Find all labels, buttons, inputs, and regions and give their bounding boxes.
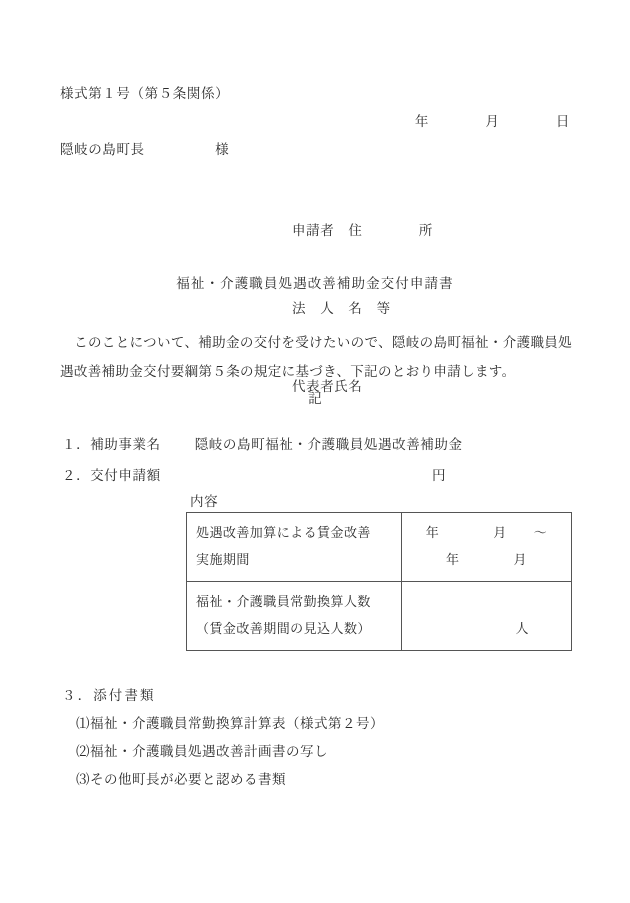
attachment-item-1: ⑴福祉・介護職員常勤換算計算表（様式第２号） [76, 716, 384, 732]
item-2-application-amount [62, 464, 161, 484]
applicant-representative-name-line: 代表者氏名 [292, 379, 363, 395]
item-1-subsidy-project-name [62, 433, 463, 453]
table-row [187, 582, 572, 651]
body-paragraph-text: このことについて、補助金の交付を受けたいので、隠岐の島町福祉・介護職員処遇改善補助金交付要綱第５条の規定に基づき、下記のとおり申請します。 [60, 335, 572, 380]
item-1-value: 隠岐の島町福祉・介護職員処遇改善補助金 [194, 437, 463, 453]
attachment-item-3: ⑶その他町長が必要と認める書類 [76, 772, 286, 788]
table-row-1-label [187, 582, 402, 651]
applicant-corporate-name-line: 法 人 名 等 [292, 301, 391, 317]
attachment-list [76, 710, 384, 794]
document-title: 福祉・介護職員処遇改善補助金交付申請書 [176, 276, 454, 292]
addressee-line: 隠岐の島町長 様 [60, 142, 230, 158]
item-2-label: ２．交付申請額 [62, 468, 161, 484]
table-caption: 内容 [190, 494, 219, 510]
table-row-1-label-line2: （賃金改善期間の見込人数） [196, 622, 371, 637]
form-number: 様式第１号（第５条関係） [60, 86, 230, 102]
table-row-0-value-line2: 年 月 [445, 553, 527, 568]
table-row-0-value[interactable] [402, 513, 572, 582]
table-row-1-value-line2: 人 [515, 622, 529, 637]
item-3-attachments-label: ３．添付書類 [62, 688, 156, 704]
table-row-1-label-line1: 福祉・介護職員常勤換算人数 [196, 595, 371, 610]
table-row-0-label-line2: 実施期間 [196, 553, 250, 568]
table-row-0-label-line1: 処遇改善加算による賃金改善 [196, 526, 371, 541]
attachment-item-2: ⑵福祉・介護職員処遇改善計画書の写し [76, 744, 328, 760]
ki-marker: 記 [308, 391, 322, 407]
applicant-address-line: 申請者 住 所 [292, 223, 433, 239]
table-row-1-value-line1 [402, 589, 529, 616]
table-row-1-value[interactable] [402, 582, 572, 651]
item-1-label: １．補助事業名 [62, 437, 161, 453]
table-row [187, 513, 572, 582]
body-paragraph [60, 329, 572, 387]
content-table [186, 512, 572, 651]
applicant-block [292, 166, 433, 452]
table-row-0-value-line1: 年 月 ～ [425, 526, 548, 541]
yen-unit-label: 円 [432, 468, 446, 484]
date-line: 年 月 日 [414, 114, 570, 130]
table-row-0-label [187, 513, 402, 582]
